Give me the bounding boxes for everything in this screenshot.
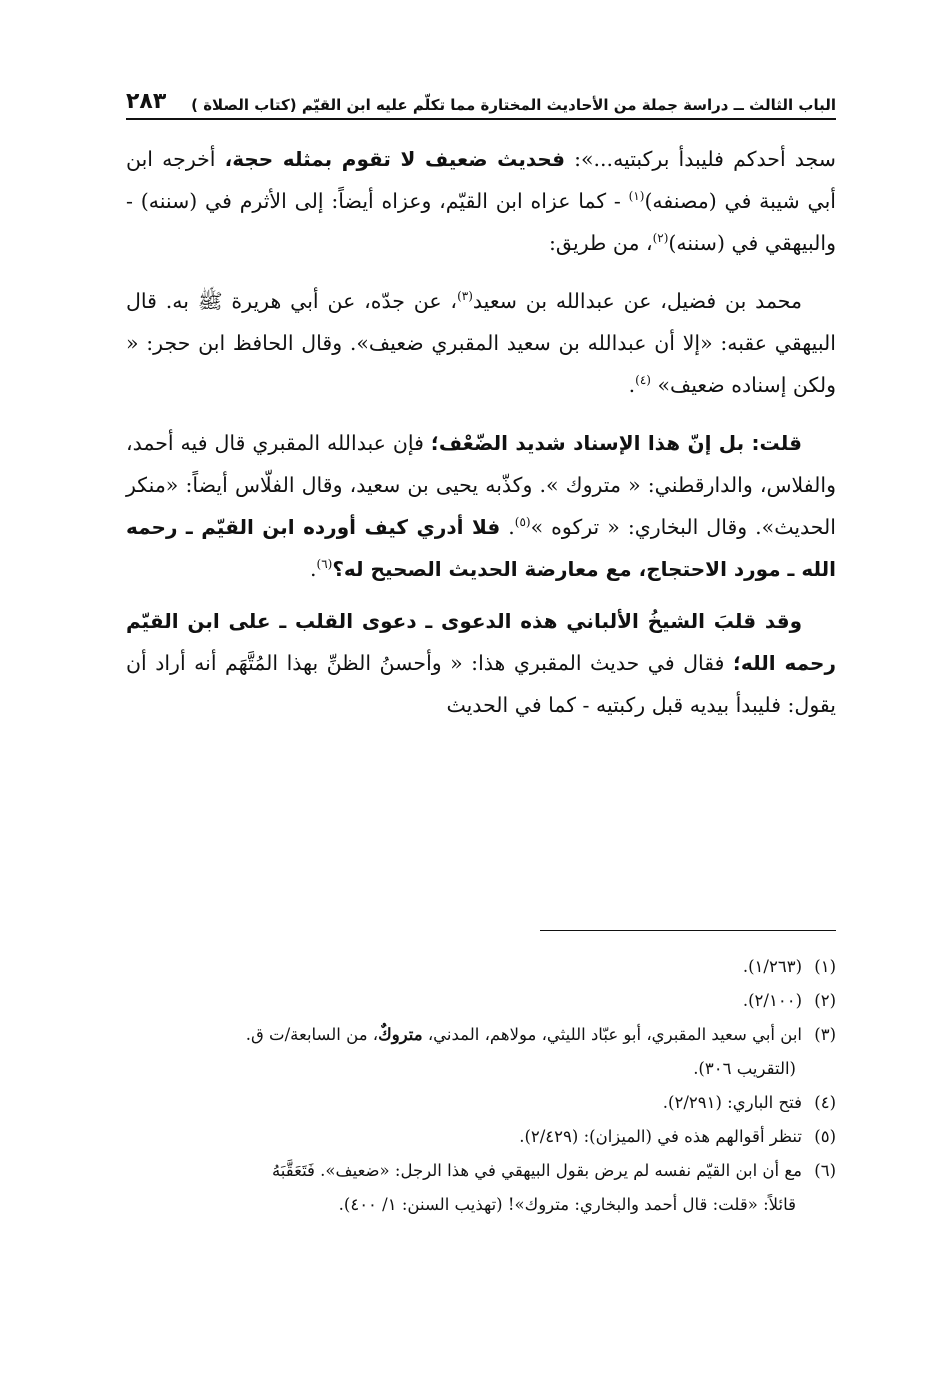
footnote-text: (١/٢٦٣). — [742, 957, 802, 976]
p4-text-b: فقال في حديث المقبري هذا: « وأحسنُ الظنِّ بهذا المُتَّهَم أنه أراد أن يقول: فليبدأ بيديه قبل ركبتيه - كما في الحديث — [126, 651, 836, 717]
p1-line1-text: سجد أحدكم فليبدأ بركبتيه...»: — [564, 147, 836, 171]
p4-heading: وقد قلبَ الشيخُ الألباني هذه الدعوى ـ دعوى القلب ـ على ابن القيّم رحمه الله؛ — [126, 609, 836, 675]
p1-line3-rest: ، من طريق: — [549, 231, 653, 255]
p1-line2-text: أخرجه ابن أبي شيبة في (مصنفه) — [126, 147, 836, 213]
footnote-ref-1[interactable]: (١) — [628, 189, 645, 204]
footnote-ref-3[interactable]: (٣) — [457, 289, 473, 304]
footnotes — [126, 950, 836, 1222]
p3-conclusion: فلا أدري كيف أورده ابن القيّم ـ رحمه الله ـ مورد الاحتجاج، مع معارضة الحديث الصحيح له؟ — [126, 515, 836, 581]
p1-line2-rest: - كما عزاه ابن القيّم، وعزاه أيضاً: — [331, 189, 629, 213]
chapter-title: الباب الثالث ــ دراسة جملة من الأحاديث المختارة مما تكلّم عليه ابن القيّم (كتاب الصلاة ) — [191, 96, 836, 114]
footnote-4 — [126, 1086, 836, 1120]
footnote-number: (٤) — [814, 1093, 836, 1112]
footnote-text: فتح الباري: (٢/٢٩١). — [662, 1093, 802, 1112]
footnote-1 — [126, 950, 836, 984]
main-text — [126, 138, 836, 726]
footnote-number: (٥) — [814, 1127, 836, 1146]
footnote-ref-6[interactable]: (٦) — [316, 557, 333, 572]
footnote-number: (٦) — [814, 1161, 836, 1180]
footnote-text: مع أن ابن القيّم نفسه لم يرض بقول البيهقي في هذا الرجل: «ضعيف». فَتَعَقَّبَهُ — [271, 1161, 802, 1180]
p2-text-b: ، عن جدّه، عن أبي هريرة ﷺ به. قال البيهقي عقبه: «إلا أن عبدالله بن سعيد المقبري ضعيف». وقال الحافظ ابن حجر: « ولكن إسناده ضعيف» — [126, 289, 836, 397]
p3-text-b: فإن عبدالله المقبري قال فيه أحمد، والفلاس، والدارقطني: « متروك ». وكذّبه يحيى بن سعيد، وقال الفلّاس أيضاً: «منكر الحديث». وقال البخاري: « تركوه » — [126, 431, 836, 539]
footnote-6-continued: قائلاً: «قلت: قال أحمد والبخاري: متروك»! (تهذيب السنن: ١/ ٤٠٠). — [338, 1195, 796, 1214]
p3-text-c: . — [500, 515, 515, 539]
footnote-ref-2[interactable]: (٢) — [652, 231, 669, 246]
p2-text-a: محمد بن فضيل، عن عبدالله بن سعيد — [472, 289, 803, 313]
footnote-number: (٢) — [814, 991, 836, 1010]
footnote-text-end: ، من السابعة/ت ق. — [245, 1025, 379, 1044]
footnote-ruling: متروكٌ — [378, 1025, 423, 1044]
paragraph-2 — [126, 280, 836, 406]
paragraph-1 — [126, 138, 836, 264]
footnote-text: ابن أبي سعيد المقبري، أبو عبّاد الليثي، مولاهم، المدني، — [422, 1025, 802, 1044]
footnote-ref-5[interactable]: (٥) — [514, 515, 531, 530]
p3-heading: قلت: بل إنّ هذا الإسناد شديد الضّعْف؛ — [430, 431, 802, 455]
running-header — [126, 86, 836, 120]
footnote-divider — [540, 930, 836, 931]
page-number: ٢٨٣ — [126, 89, 167, 114]
footnote-number: (٣) — [814, 1025, 836, 1044]
footnote-number: (١) — [814, 957, 836, 976]
footnote-2 — [126, 984, 836, 1018]
footnote-text: (٢/١٠٠). — [742, 991, 802, 1010]
footnote-ref-4[interactable]: (٤) — [635, 373, 651, 388]
paragraph-4 — [126, 600, 836, 726]
p3-text-e: . — [309, 557, 317, 581]
footnote-6 — [126, 1154, 836, 1188]
footnote-3 — [126, 1018, 836, 1052]
paragraph-3 — [126, 422, 836, 590]
p1-line3-text: إلى الأثرم في (سننه) - والبيهقي في (سننه) — [126, 189, 836, 255]
footnote-3-continued: (التقريب ٣٠٦). — [693, 1059, 796, 1078]
footnote-text: تنظر أقوالهم هذه في (الميزان): (٢/٤٢٩). — [519, 1127, 802, 1146]
p1-ruling: فحديث ضعيف لا تقوم بمثله حجة، — [224, 147, 565, 171]
footnote-5 — [126, 1120, 836, 1154]
p2-text-c: . — [628, 373, 636, 397]
